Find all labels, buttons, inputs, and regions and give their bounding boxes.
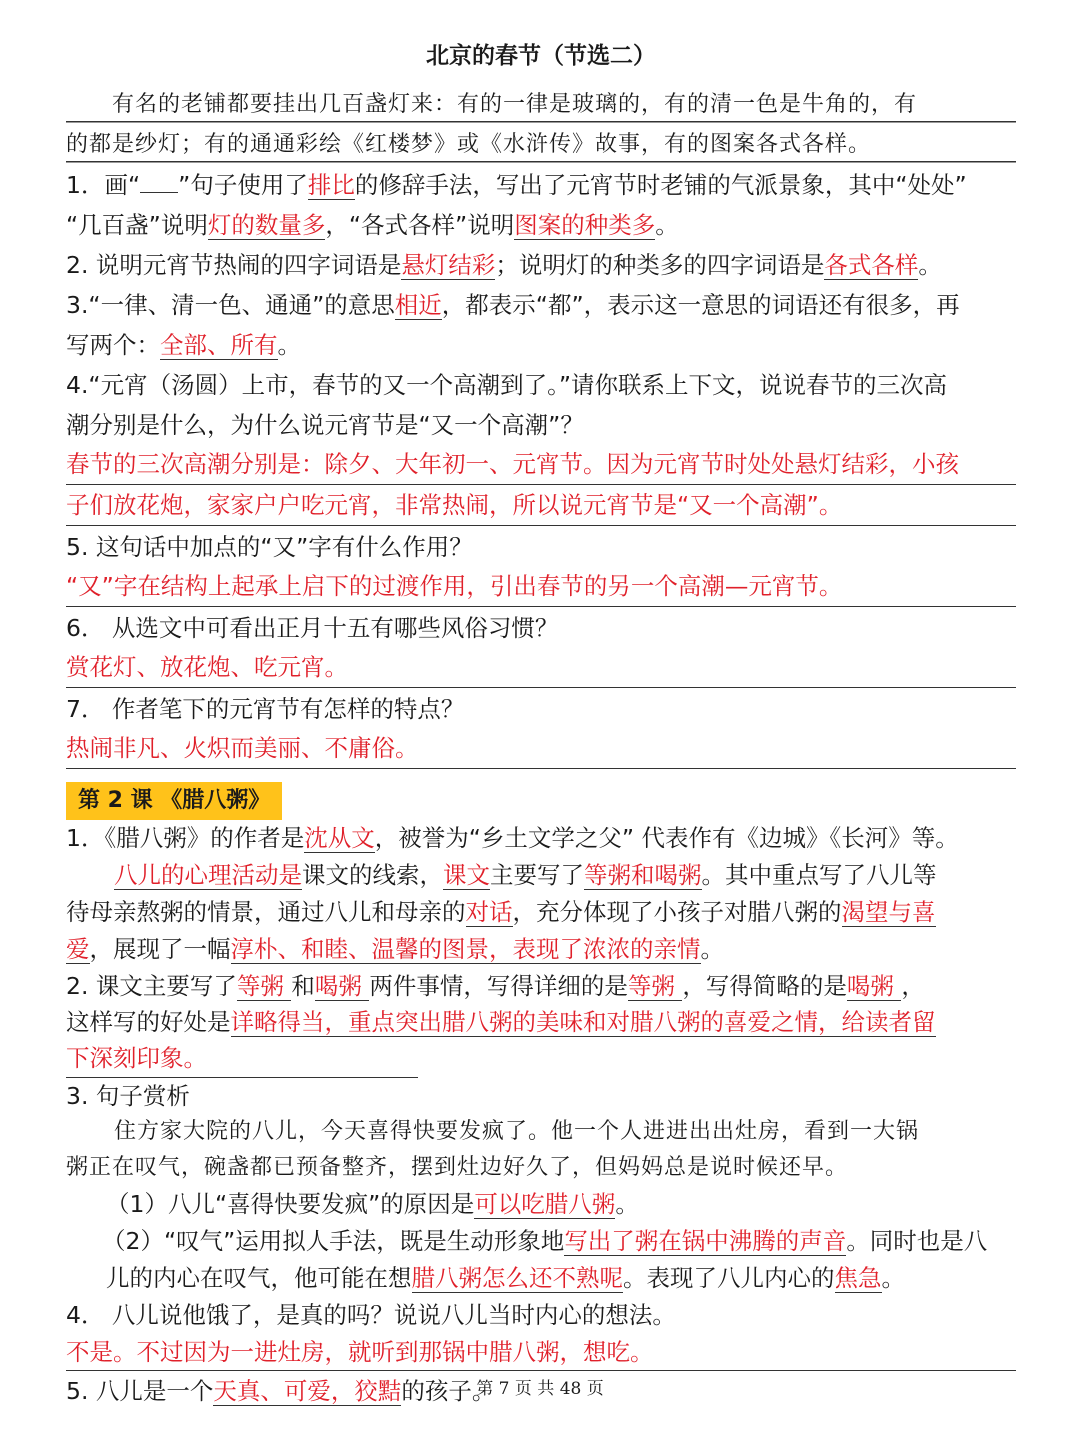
answer: 喝粥 xyxy=(846,972,902,1000)
lesson2-question-2 xyxy=(66,968,1016,1004)
l2-text: 课文的线索， xyxy=(302,861,443,889)
answer: 对话 xyxy=(465,898,513,926)
answer-line: 不是。不过因为一进灶房，就听到那锅中腊八粥，想吃。 xyxy=(66,1334,1016,1371)
answer: 喝粥 xyxy=(314,972,370,1000)
q1-text: “几百盏”说明 xyxy=(66,211,208,239)
l2-text: 2. 课文主要写了 xyxy=(66,972,237,1000)
excerpt-line: 住方家大院的八儿，今天喜得快要发疯了。他一个人进进出出灶房，看到一大锅 xyxy=(114,1119,920,1144)
l2-text: ，写得简略的是 xyxy=(682,972,847,1000)
question-3-cont xyxy=(66,325,1016,365)
sub-question-2-cont xyxy=(66,1260,1016,1297)
answer: 相近 xyxy=(394,291,442,319)
l2-text: （1）八儿“喜得快要发疯”的原因是 xyxy=(106,1190,475,1218)
passage-line: 有名的老铺都要挂出几百盏灯来：有的一律是玻璃的，有的清一色是牛角的，有 xyxy=(112,92,918,117)
answer: 可以吃腊八粥 xyxy=(474,1190,616,1218)
q2-text: 2. 说明元宵节热闹的四字词语是 xyxy=(66,251,402,279)
l2-text: 的孩子。 xyxy=(401,1377,496,1405)
answer: 淳朴、和睦、温馨的图景，表现了浓浓的亲情 xyxy=(230,935,701,963)
q3-text: 3.“一律、清一色、通通”的意思 xyxy=(66,291,395,319)
answer: 图案的种类多 xyxy=(514,211,656,239)
answer: 天真、可爱，狡黠 xyxy=(213,1377,402,1405)
l2-text: ， xyxy=(901,972,925,1000)
q1-text: 。 xyxy=(655,211,679,239)
question-4: 4.“元宵（汤圆）上市，春节的又一个高潮到了。”请你联系上下文，说说春节的三次高 xyxy=(66,371,948,399)
answer: 八儿的心理活动是 xyxy=(114,861,302,889)
l2-text: 5. 八儿是一个 xyxy=(66,1377,214,1405)
answer: 全部、所有 xyxy=(160,331,278,359)
answer: 各式各样 xyxy=(824,251,919,279)
passage-line: 的都是纱灯；有的通通彩绘《红楼梦》或《水浒传》故事，有的图案各式各样。 xyxy=(66,132,872,157)
l2-text: ，被誉为“乡土文学之父” 代表作有《边城》《长河》等。 xyxy=(374,824,959,852)
lesson-heading: 第 2 课 《腊八粥》 xyxy=(66,782,282,820)
answer: 课文 xyxy=(443,861,490,889)
answer: 排比 xyxy=(307,171,355,199)
blank-mark xyxy=(140,172,178,193)
l2-text: 。 xyxy=(881,1264,905,1292)
answer: 腊八粥怎么还不熟呢 xyxy=(411,1264,623,1292)
question-4-cont: 潮分别是什么，为什么说元宵节是“又一个高潮”？ xyxy=(66,411,584,439)
answer-line: 热闹非凡、火炽而美丽、不庸俗。 xyxy=(66,729,1016,769)
question-7: 7． 作者笔下的元宵节有怎样的特点？ xyxy=(66,695,465,723)
excerpt-line: 粥正在叹气，碗盏都已预备整齐，摆到灶边好久了，但妈妈总是说时候还早。 xyxy=(66,1155,849,1180)
answer: 爱 xyxy=(66,935,90,963)
answer-line: 赏花灯、放花炮、吃元宵。 xyxy=(66,648,1016,688)
question-1-cont xyxy=(66,205,1016,245)
l2-text: 。 xyxy=(700,935,724,963)
answer-line: 春节的三次高潮分别是：除夕、大年初一、元宵节。因为元宵节时处处悬灯结彩，小孩 xyxy=(66,445,1016,485)
question-1 xyxy=(66,165,1016,205)
l2-text: 。 xyxy=(615,1190,639,1218)
q3-text: 写两个： xyxy=(66,331,160,359)
sub-question-2 xyxy=(66,1223,1016,1260)
answer: 写出了粥在锅中沸腾的声音 xyxy=(564,1227,847,1255)
l2-text: 儿的内心在叹气，他可能在想 xyxy=(106,1264,412,1292)
answer: 等粥和喝粥 xyxy=(584,861,702,889)
l2-text: 主要写了 xyxy=(490,861,584,889)
answer-line: 子们放花炮，家家户户吃元宵，非常热闹，所以说元宵节是“又一个高潮”。 xyxy=(66,486,1016,526)
lesson2-text-line xyxy=(66,857,1016,894)
lesson2-question-1 xyxy=(66,820,1016,857)
answer: 悬灯结彩 xyxy=(401,251,496,279)
l2-text: 这样写的好处是 xyxy=(66,1008,231,1036)
l2-text: 。表现了八儿内心的 xyxy=(623,1264,835,1292)
question-2 xyxy=(66,245,1016,285)
answer-line: “又”字在结构上起承上启下的过渡作用，引出春节的另一个高潮—元宵节。 xyxy=(66,567,1016,607)
lesson2-question-3: 3. 句子赏析 xyxy=(66,1082,190,1110)
l2-text: 。其中重点写了八儿等 xyxy=(701,861,937,889)
l2-text: 待母亲熬粥的情景，通过八儿和母亲的 xyxy=(66,898,466,926)
q1-text: ”句子使用了 xyxy=(178,171,308,199)
lesson2-question-4: 4． 八儿说他饿了，是真的吗？说说八儿当时内心的想法。 xyxy=(66,1301,676,1329)
q2-text: 。 xyxy=(918,251,942,279)
q1-text: ，“各式各样”说明 xyxy=(325,211,515,239)
answer: 沈从文 xyxy=(304,824,375,852)
answer: 下深刻印象。 xyxy=(66,1044,207,1072)
answer: 等粥 xyxy=(627,972,683,1000)
page-footer: 第 7 页 共 48 页 xyxy=(476,1379,604,1399)
l2-text: （2）“叹气”运用拟人手法，既是生动形象地 xyxy=(102,1227,565,1255)
l2-text: 1．《腊八粥》的作者是 xyxy=(66,824,305,852)
answer: 焦急 xyxy=(834,1264,882,1292)
q3-text: 。 xyxy=(277,331,301,359)
l2-text: ，充分体现了小孩子对腊八粥的 xyxy=(512,898,842,926)
lesson2-text-line xyxy=(66,894,1016,931)
page-title: 北京的春节（节选二） xyxy=(426,42,656,69)
lesson2-text-line xyxy=(66,1040,1016,1076)
sub-question-1 xyxy=(66,1186,1016,1223)
question-3 xyxy=(66,285,1016,325)
lesson2-text-line xyxy=(66,1004,1016,1040)
question-5: 5. 这句话中加点的“又”字有什么作用？ xyxy=(66,533,473,561)
source-passage xyxy=(66,85,1016,165)
q1-text: 1．画“ xyxy=(66,171,141,199)
answer: 等粥 xyxy=(236,972,292,1000)
l2-text: ，展现了一幅 xyxy=(89,935,231,963)
lesson2-text-line xyxy=(66,931,1016,968)
answer: 详略得当，重点突出腊八粥的美味和对腊八粥的喜爱之情，给读者留 xyxy=(230,1008,936,1036)
q2-text: ；说明灯的种类多的四字词语是 xyxy=(495,251,825,279)
l2-text: 。同时也是八 xyxy=(846,1227,988,1255)
l2-text: 和 xyxy=(291,972,315,1000)
answer: 渴望与喜 xyxy=(841,898,936,926)
q3-text: ，都表示“都”，表示这一意思的词语还有很多，再 xyxy=(441,291,960,319)
q1-text: 的修辞手法，写出了元宵节时老铺的气派景象，其中“处处” xyxy=(354,171,967,199)
question-6: 6． 从选文中可看出正月十五有哪些风俗习惯？ xyxy=(66,614,559,642)
answer: 灯的数量多 xyxy=(207,211,326,239)
l2-text: 两件事情，写得详细的是 xyxy=(369,972,628,1000)
